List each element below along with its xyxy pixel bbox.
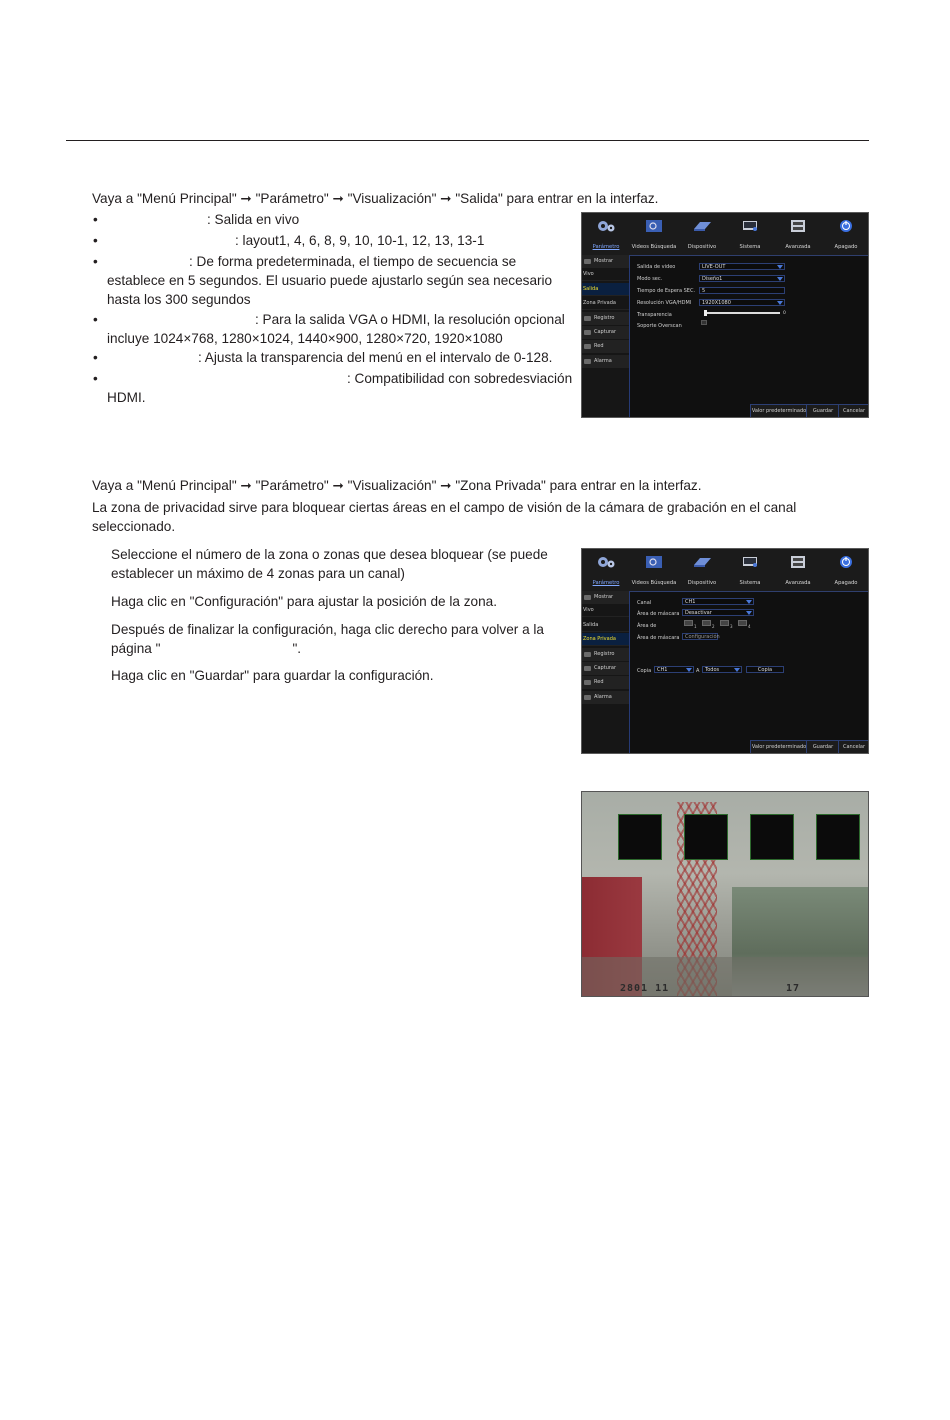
chevron-down-icon: [733, 667, 741, 673]
record-icon: [584, 316, 591, 321]
hdd-icon: [692, 219, 712, 233]
bullet-overscan: • : Compatibilidad con sobredesviación HDMI.: [93, 371, 573, 405]
chevron-down-icon: [776, 276, 784, 282]
sidebar-item-alarma[interactable]: Alarma: [582, 691, 629, 704]
tab-parametro[interactable]: Parámetro: [582, 549, 630, 591]
step-3: Después de finalizar la configuración, haga clic derecho para volver a la página " ".: [111, 622, 544, 656]
tab-videos-busqueda[interactable]: Videos Búsqueda: [630, 213, 678, 255]
zone-3-checkbox[interactable]: [720, 620, 729, 626]
bullet-transparencia: • : Ajusta la transparencia del menú en el intervalo de 0-128.: [93, 350, 553, 365]
sidebar-item-registro[interactable]: Registro: [582, 312, 629, 325]
capture-icon: [584, 666, 591, 671]
default-button[interactable]: Valor predeterminado: [750, 740, 807, 753]
zone-2-number: 2: [712, 624, 715, 629]
dvr-salida-screen: [581, 212, 869, 418]
camera-time-stamp: 17: [786, 983, 801, 994]
capture-icon: [584, 330, 591, 335]
search-video-icon: [644, 219, 664, 233]
sidebar-item-mostrar[interactable]: Mostrar: [582, 591, 629, 604]
transparency-value: 0: [783, 311, 786, 316]
dvr-tabs: [582, 549, 868, 592]
zone-2-checkbox[interactable]: [702, 620, 711, 626]
sidebar-item-alarma[interactable]: Alarma: [582, 355, 629, 368]
network-icon: [584, 344, 591, 349]
configuracion-button[interactable]: Configuración: [682, 633, 718, 640]
section2-intro: Vaya a "Menú Principal" ➞ "Parámetro" ➞ "Visualización" ➞ "Zona Privada" para entrar en la interfaz.: [92, 478, 702, 493]
label-tiempo-espera: Tiempo de Espera SEC.: [637, 288, 696, 294]
bullet-resolucion: • : Para la salida VGA o HDMI, la resolución opcional incluye 1024×768, 1280×1024, 1440×900, 1280×720, 1920×1080: [93, 312, 565, 346]
gear-icon: [596, 219, 616, 233]
step-2: Haga clic en "Configuración" para ajustar la posición de la zona.: [111, 594, 497, 609]
privacy-mask-3[interactable]: [750, 814, 794, 860]
chevron-down-icon: [685, 667, 693, 673]
display-icon: [584, 595, 591, 600]
privacy-mask-2[interactable]: [684, 814, 728, 860]
power-icon: [836, 219, 856, 233]
bullet-tiempo-espera: • : De forma predeterminada, el tiempo de secuencia se establece en 5 segundos. El usuario puede ajustarlo según sea necesario hasta los 300 segundos: [93, 254, 553, 307]
cancel-button[interactable]: Cancelar: [838, 404, 869, 417]
header-rule: [66, 140, 869, 141]
dvr-sidebar: [582, 255, 630, 418]
tab-sistema[interactable]: Sistema: [726, 213, 774, 255]
overscan-checkbox[interactable]: [701, 320, 707, 325]
bullet-salida-video: • : Salida en vivo: [93, 212, 300, 227]
label-transparencia: Transparencia: [637, 312, 672, 318]
privacy-mask-4[interactable]: [816, 814, 860, 860]
sidebar-item-registro[interactable]: Registro: [582, 648, 629, 661]
sidebar-item-red[interactable]: Red: [582, 340, 629, 353]
step-1: Seleccione el número de la zona o zonas que desea bloquear (se puede establecer un máximo de 4 zonas para un canal): [111, 547, 548, 581]
sidebar-item-vivo[interactable]: Vivo: [582, 604, 629, 617]
chevron-down-icon: [776, 300, 784, 306]
tab-parametro[interactable]: Parámetro: [582, 213, 630, 255]
chevron-down-icon: [745, 610, 753, 616]
search-video-icon: [644, 555, 664, 569]
select-copy-to[interactable]: Todos: [702, 666, 742, 673]
label-copy-to: A: [696, 668, 700, 674]
sidebar-item-red[interactable]: Red: [582, 676, 629, 689]
chevron-down-icon: [745, 599, 753, 605]
tab-avanzada[interactable]: Avanzada: [774, 213, 822, 255]
select-resolucion[interactable]: 1920X1080: [699, 299, 785, 306]
save-button[interactable]: Guardar: [806, 404, 839, 417]
sidebar-item-salida[interactable]: Salida: [582, 283, 629, 296]
system-icon: [740, 555, 760, 569]
advanced-icon: [788, 219, 808, 233]
alarm-icon: [584, 695, 591, 700]
select-area-mascara[interactable]: Desactivar: [682, 609, 754, 616]
label-resolucion: Resolución VGA/HDMI: [637, 300, 692, 306]
zone-1-number: 1: [694, 624, 697, 629]
select-modo-sec[interactable]: Diseño1: [699, 275, 785, 282]
sidebar-item-zona-privada[interactable]: Zona Privada: [582, 633, 629, 646]
power-icon: [836, 555, 856, 569]
sidebar-item-salida[interactable]: Salida: [582, 619, 629, 632]
hdd-icon: [692, 555, 712, 569]
dvr-sidebar: [582, 591, 630, 754]
zone-4-number: 4: [748, 624, 751, 629]
label-area-de: Área de: [637, 623, 657, 629]
label-area-mascara: Área de máscara: [637, 611, 680, 617]
camera-preview: [581, 791, 869, 997]
section2-desc: La zona de privacidad sirve para bloquear ciertas áreas en el campo de visión de la cámara de grabación en el canal seleccionado.: [92, 500, 797, 534]
advanced-icon: [788, 555, 808, 569]
slider-handle[interactable]: [704, 310, 707, 316]
chevron-down-icon: [776, 264, 784, 270]
label-canal: Canal: [637, 600, 652, 606]
label-soporte-overscan: Soporte Overscan: [637, 323, 682, 329]
dvr-zona-privada-screen: [581, 548, 869, 754]
sidebar-item-mostrar[interactable]: Mostrar: [582, 255, 629, 268]
tab-apagado[interactable]: Apagado: [822, 213, 869, 255]
transparency-slider[interactable]: [706, 312, 780, 314]
privacy-mask-1[interactable]: [618, 814, 662, 860]
copy-button[interactable]: Copia: [746, 666, 784, 673]
default-button[interactable]: Valor predeterminado: [750, 404, 807, 417]
record-icon: [584, 652, 591, 657]
select-canal[interactable]: CH1: [682, 598, 754, 605]
zone-1-checkbox[interactable]: [684, 620, 693, 626]
select-copy-from[interactable]: CH1: [654, 666, 694, 673]
section1-intro: Vaya a "Menú Principal" ➞ "Parámetro" ➞ "Visualización" ➞ "Salida" para entrar en la interfaz.: [92, 191, 659, 206]
label-copia: Copia: [637, 668, 652, 674]
bullet-modo-sec: • : layout1, 4, 6, 8, 9, 10, 10-1, 12, 13, 13-1: [93, 233, 485, 248]
tab-dispositivo[interactable]: Dispositivo: [678, 213, 726, 255]
label-modo-sec: Modo sec.: [637, 276, 663, 282]
zone-3-number: 3: [730, 624, 733, 629]
tab-avanzada[interactable]: Avanzada: [774, 549, 822, 591]
cancel-button[interactable]: Cancelar: [838, 740, 869, 753]
display-icon: [584, 259, 591, 264]
label-salida-video: Salida de video: [637, 264, 676, 270]
tab-sistema[interactable]: Sistema: [726, 549, 774, 591]
sidebar-item-capturar[interactable]: Capturar: [582, 326, 629, 339]
step-4: Haga clic en "Guardar" para guardar la configuración.: [111, 668, 434, 683]
camera-date-stamp: 2801 11: [620, 983, 670, 994]
sidebar-item-vivo[interactable]: Vivo: [582, 268, 629, 281]
sidebar-item-zona-privada[interactable]: Zona Privada: [582, 297, 629, 310]
sidebar-item-capturar[interactable]: Capturar: [582, 662, 629, 675]
save-button[interactable]: Guardar: [806, 740, 839, 753]
tab-apagado[interactable]: Apagado: [822, 549, 869, 591]
input-tiempo-espera[interactable]: 5: [699, 287, 785, 294]
zone-4-checkbox[interactable]: [738, 620, 747, 626]
dvr-tabs: [582, 213, 868, 256]
tab-dispositivo[interactable]: Dispositivo: [678, 549, 726, 591]
system-icon: [740, 219, 760, 233]
label-area-mascara-config: Área de máscara: [637, 635, 680, 641]
network-icon: [584, 680, 591, 685]
alarm-icon: [584, 359, 591, 364]
tab-videos-busqueda[interactable]: Videos Búsqueda: [630, 549, 678, 591]
select-salida-video[interactable]: LIVE-OUT: [699, 263, 785, 270]
gear-icon: [596, 555, 616, 569]
